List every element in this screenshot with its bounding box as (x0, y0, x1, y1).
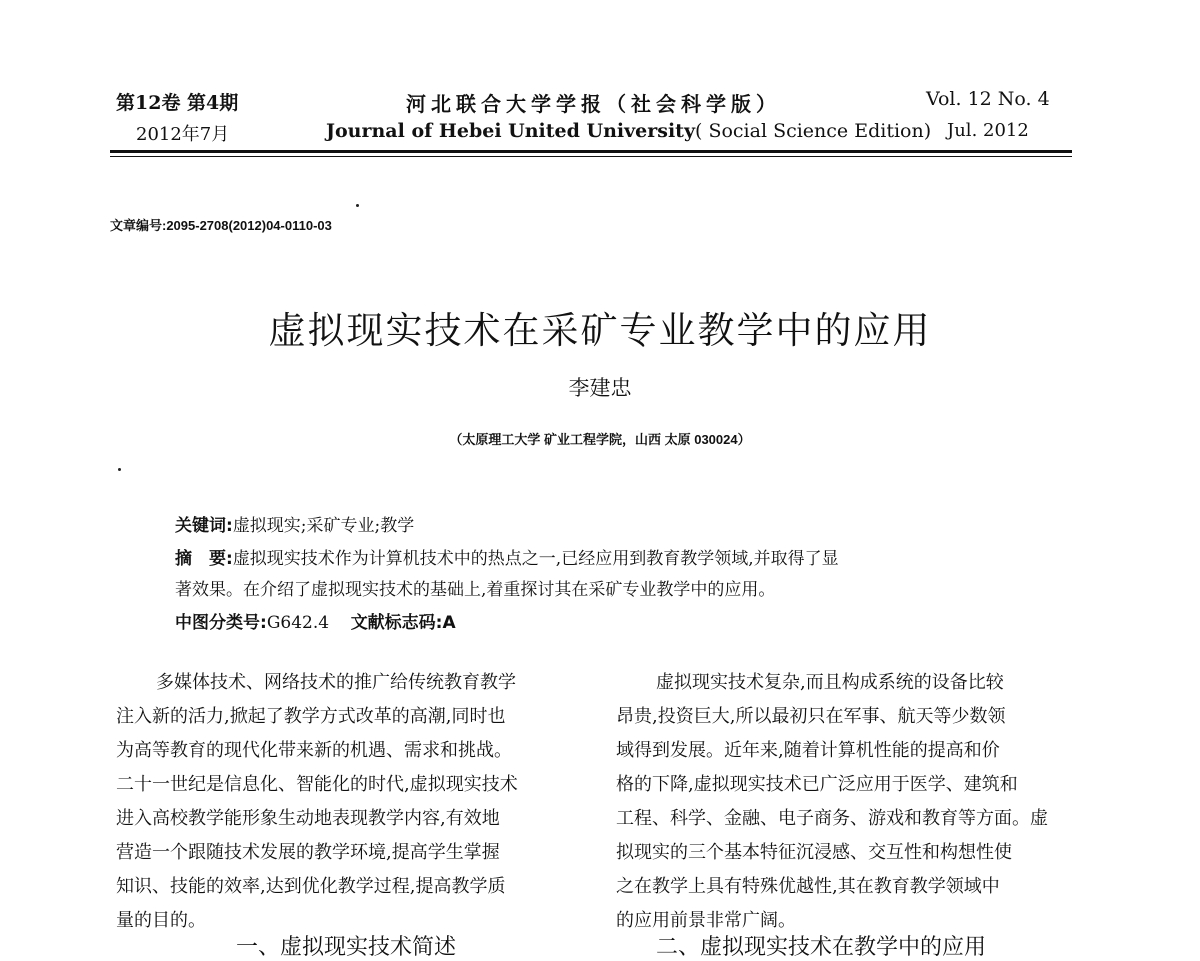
section-heading-right: 二、虚拟现实技术在教学中的应用 (656, 935, 987, 960)
body-line: 格的下降,虚拟现实技术已广泛应用于医学、建筑和 (616, 774, 1018, 795)
body-line: 为高等教育的现代化带来新的机遇、需求和挑战。 (116, 740, 512, 761)
header-rule-thick (110, 150, 1072, 153)
keywords-label: 关键词: (175, 516, 233, 536)
body-line: 的应用前景非常广阔。 (616, 910, 796, 931)
body-line: 注入新的活力,掀起了教学方式改革的高潮,同时也 (116, 706, 506, 727)
body-line: 营造一个跟随技术发展的教学环境,提高学生掌握 (116, 842, 500, 863)
body-column-right (616, 666, 1076, 938)
body-line: 域得到发展。近年来,随着计算机性能的提高和价 (616, 740, 1000, 761)
journal-title-cn: 河北联合大学学报（社会科学版） (406, 92, 781, 116)
body-line: 拟现实的三个基本特征沉浸感、交互性和构想性使 (616, 842, 1012, 863)
date-en: Jul. 2012 (947, 120, 1029, 141)
abstract-line-1 (175, 544, 839, 569)
body-line: 进入高校教学能形象生动地表现教学内容,有效地 (116, 808, 500, 829)
body-line: 量的目的。 (116, 910, 206, 931)
keywords (175, 511, 414, 536)
abstract-text-1: 虚拟现实技术作为计算机技术中的热点之一,已经应用到教育教学领域,并取得了显 (232, 549, 839, 569)
body-line: 虚拟现实技术复杂,而且构成系统的设备比较 (656, 672, 1004, 693)
body-column-left (116, 666, 576, 938)
section-heading-left: 一、虚拟现实技术简述 (236, 935, 457, 960)
journal-title-en (326, 120, 931, 142)
clc-value: G642.4 (266, 613, 330, 633)
volume-issue-en: Vol. 12 No. 4 (926, 88, 1050, 110)
body-line: 二十一世纪是信息化、智能化的时代,虚拟现实技术 (116, 774, 518, 795)
author-affiliation: （太原理工大学 矿业工程学院，山西 太原 030024） (449, 432, 751, 447)
abstract-line-2: 著效果。在介绍了虚拟现实技术的基础上,着重探讨其在采矿专业教学中的应用。 (175, 580, 776, 600)
doc-code-value: A (442, 613, 456, 633)
scan-speck (356, 204, 359, 207)
article-title: 虚拟现实技术在采矿专业教学中的应用 (268, 309, 932, 352)
classification (175, 608, 456, 633)
body-line: 知识、技能的效率,达到优化教学过程,提高教学质 (116, 876, 506, 897)
body-line: 昂贵,投资巨大,所以最初只在军事、航天等少数领 (616, 706, 1006, 727)
scan-speck (118, 468, 121, 471)
volume-issue-cn: 第12卷 第4期 (116, 92, 239, 114)
body-line: 多媒体技术、网络技术的推广给传统教育教学 (156, 672, 516, 693)
clc-label: 中图分类号: (175, 613, 267, 633)
keywords-value: 虚拟现实;采矿专业;教学 (232, 516, 415, 536)
header-rule-thin (110, 156, 1072, 157)
author-name: 李建忠 (568, 376, 632, 400)
abstract-label: 摘 要: (175, 549, 233, 569)
journal-edition-en: ( Social Science Edition) (695, 120, 932, 142)
journal-name-en: Journal of Hebei United University (326, 120, 695, 142)
article-number: 文章编号:2095-2708(2012)04-0110-03 (110, 218, 332, 233)
date-cn: 2012年7月 (136, 124, 230, 145)
body-line: 工程、科学、金融、电子商务、游戏和教育等方面。虚 (616, 808, 1048, 829)
doc-code-label: 文献标志码: (350, 613, 443, 633)
body-line: 之在教学上具有特殊优越性,其在教育教学领域中 (616, 876, 1000, 897)
